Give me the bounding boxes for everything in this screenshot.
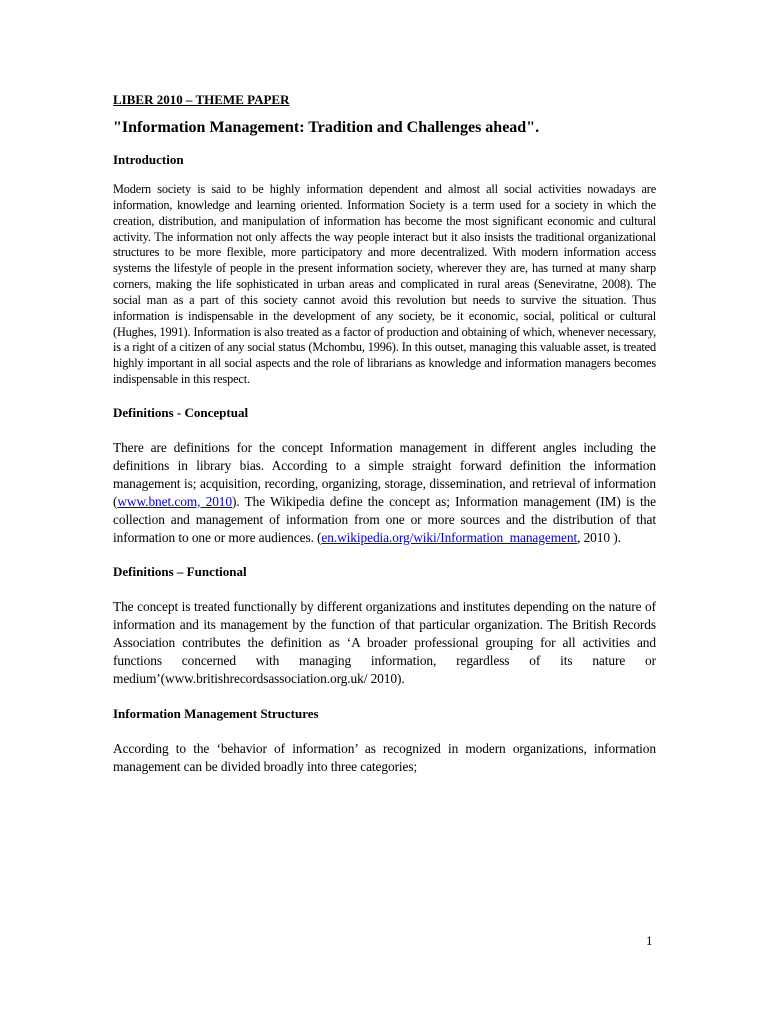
conceptual-text-part-3: , 2010 ). [577,529,621,545]
conceptual-text-part-2: ). The Wikipedia define the concept as; Information management (IM) is the collection and management of information from one or more sources and the distribution of that information to one or more audiences. ( [113,493,657,545]
functional-definitions-heading: Definitions – Functional [113,564,247,580]
bnet-link[interactable]: www.bnet.com, 2010 [117,493,232,509]
introduction-paragraph: Modern society is said to be highly information dependent and almost all social activities nowadays are information, knowledge and learning oriented. Information Society is a term used for a society in which the creation, distribution, and manipulation of information has become the most significant economic and cultural activity. The information not only affects the way people interact but it also insists the traditional organizational structures to be more flexible, more participatory and more decentralized. With modern information access systems the lifestyle of people in the present information society, wherever they are, has turned at many sharp corners, making the life sophisticated in urban areas and complicated in rural areas (Seneviratne, 2008). The social man as a part of this society cannot avoid this revolution but needs to survive the situation. Thus information is indispensable in the development of any society, be it economic, social, political or cultural (Hughes, 1991). Information is also treated as a factor of production and obtaining of which, whenever necessary, is a right of a citizen of any social status (Mchombu, 1996). In this outset, managing this valuable asset, is treated highly important in all social aspects and the role of librarians as knowledge and information managers becomes indispensable in this respect. [113,182,656,387]
conceptual-text-part-1: There are definitions for the concept Information management in different angles including the definitions in library bias. According to a simple straight forward definition the information management is; acquisition, recording, organizing, storage, dissemination, and retrieval of information ( [113,439,656,509]
page-number: 1 [646,933,653,948]
document-title: "Information Management: Tradition and Challenges ahead". [113,119,540,136]
wikipedia-link[interactable]: en.wikipedia.org/wiki/Information_management [321,529,578,545]
document-page [113,88,656,776]
structures-paragraph: According to the ‘behavior of information’ as recognized in modern organizations, information management can be divided broadly into three categories; [113,740,656,774]
conceptual-definitions-heading: Definitions - Conceptual [113,404,249,420]
introduction-heading: Introduction [113,152,184,167]
conceptual-definitions-paragraph [113,439,656,546]
structures-heading: Information Management Structures [113,705,319,721]
functional-definitions-paragraph: The concept is treated functionally by different organizations and institutes depending on the nature of information and its management by the function of that particular organization. The British Records Association contributes the definition as ‘A broader professional grouping for all activities and functions concerned with managing information, regardless of its nature or medium’(www.britishrecordsassociation.org.uk/ 2010). [113,599,656,687]
document-label: LIBER 2010 – THEME PAPER [113,92,290,107]
